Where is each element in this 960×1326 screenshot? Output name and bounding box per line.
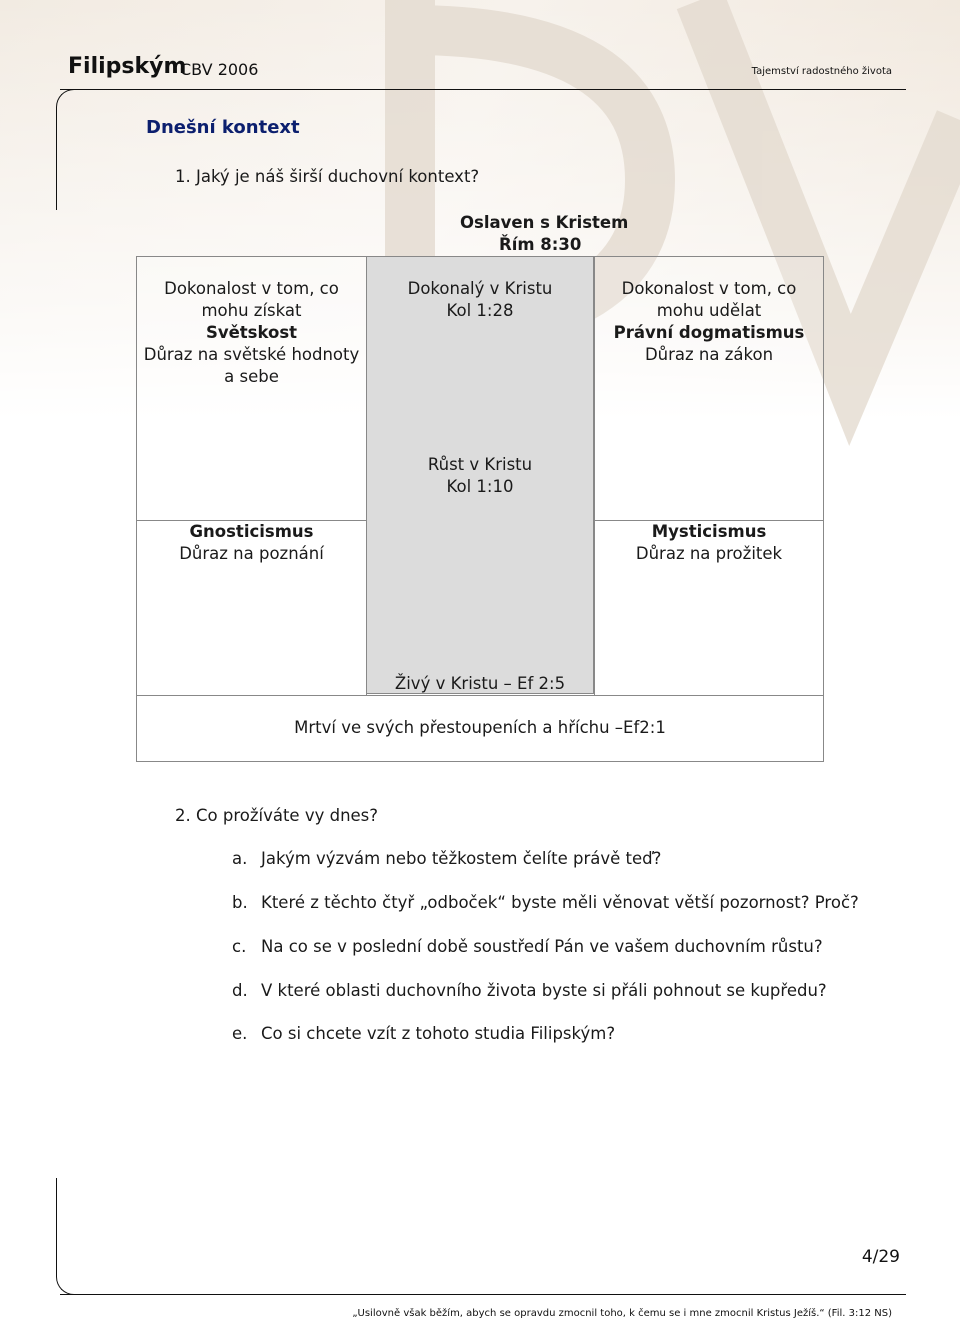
box-gnosticism-text (136, 521, 367, 565)
diagram-top-ref (366, 234, 706, 256)
top-title-text: Oslaven s Kristem (460, 213, 629, 232)
footer-quote: „Usilovně však běžím, abych se opravdu zmocnil toho, k čemu se i mne zmocnil Kristus Ježíš.“ (Fil. 3:12 NS) (352, 1308, 892, 1319)
worldliness-heading: Světskost (205, 323, 298, 342)
sub-letter: a. (232, 849, 248, 868)
box-legalism-text (594, 278, 824, 366)
sub-question-e (232, 1024, 615, 1043)
diagram-top-title (366, 212, 706, 234)
footer-rule (60, 1294, 906, 1295)
mysticism-line1: Důraz na prožitek (635, 544, 783, 563)
center-top-label (366, 278, 594, 322)
header-corner-bracket (56, 89, 75, 210)
sub-letter: c. (232, 937, 247, 956)
gnosticism-heading: Gnosticismus (189, 522, 314, 541)
center-mid-label (366, 454, 594, 498)
center-top-line2: Kol 1:28 (446, 301, 514, 320)
question-1: 1. Jaký je náš širší duchovní kontext? (175, 167, 480, 186)
box-mysticism-text (594, 521, 824, 565)
box-worldliness-text (136, 278, 367, 388)
center-top-line1: Dokonalý v Kristu (407, 279, 553, 298)
worldliness-line1: Dokonalost v tom, co (164, 279, 339, 298)
sub-text: Co si chcete vzít z tohoto studia Filipským? (261, 1024, 616, 1043)
legalism-line2: mohu udělat (656, 301, 762, 320)
center-bottom-label: Živý v Kristu – Ef 2:5 (394, 674, 566, 693)
mysticism-heading: Mysticismus (651, 522, 767, 541)
sub-letter: e. (232, 1024, 248, 1043)
top-ref-text: Řím 8:30 (499, 235, 582, 254)
document-title: Filipským (68, 54, 187, 79)
sub-letter: d. (232, 981, 248, 1000)
legalism-line3: Důraz na zákon (644, 345, 774, 364)
sub-question-c (232, 937, 823, 956)
header-right-text: Tajemství radostného života (751, 66, 892, 77)
legalism-heading: Právní dogmatismus (613, 323, 805, 342)
document-subtitle: CBV 2006 (180, 60, 259, 79)
gnosticism-line1: Důraz na poznání (179, 544, 324, 563)
header-rule (60, 89, 906, 90)
bottom-bar-text: Mrtví ve svých přestoupeních a hříchu –Ef2:1 (294, 718, 666, 737)
worldliness-line4: a sebe (224, 367, 279, 386)
legalism-line1: Dokonalost v tom, co (621, 279, 797, 298)
worldliness-line3: Důraz na světské hodnoty (143, 345, 360, 364)
page-number: 4/29 (861, 1247, 900, 1267)
sub-question-b (232, 893, 859, 912)
sub-text: Které z těchto čtyř „odboček“ byste měli věnovat větší pozornost? Proč? (261, 893, 859, 912)
sub-question-d (232, 981, 827, 1000)
question-2: 2. Co prožíváte vy dnes? (175, 806, 379, 825)
worldliness-line2: mohu získat (201, 301, 302, 320)
center-mid-line1: Růst v Kristu (427, 455, 533, 474)
sub-text: V které oblasti duchovního života byste si přáli pohnout se kupředu? (261, 981, 827, 1000)
footer-corner-bracket (56, 1178, 75, 1295)
sub-letter: b. (232, 893, 248, 912)
sub-text: Jakým výzvám nebo těžkostem čelíte právě teď? (261, 849, 662, 868)
center-mid-line2: Kol 1:10 (446, 477, 514, 496)
section-title: Dnešní kontext (146, 117, 300, 138)
sub-question-a (232, 849, 661, 868)
sub-text: Na co se v poslední době soustředí Pán ve vašem duchovním růstu? (261, 937, 823, 956)
